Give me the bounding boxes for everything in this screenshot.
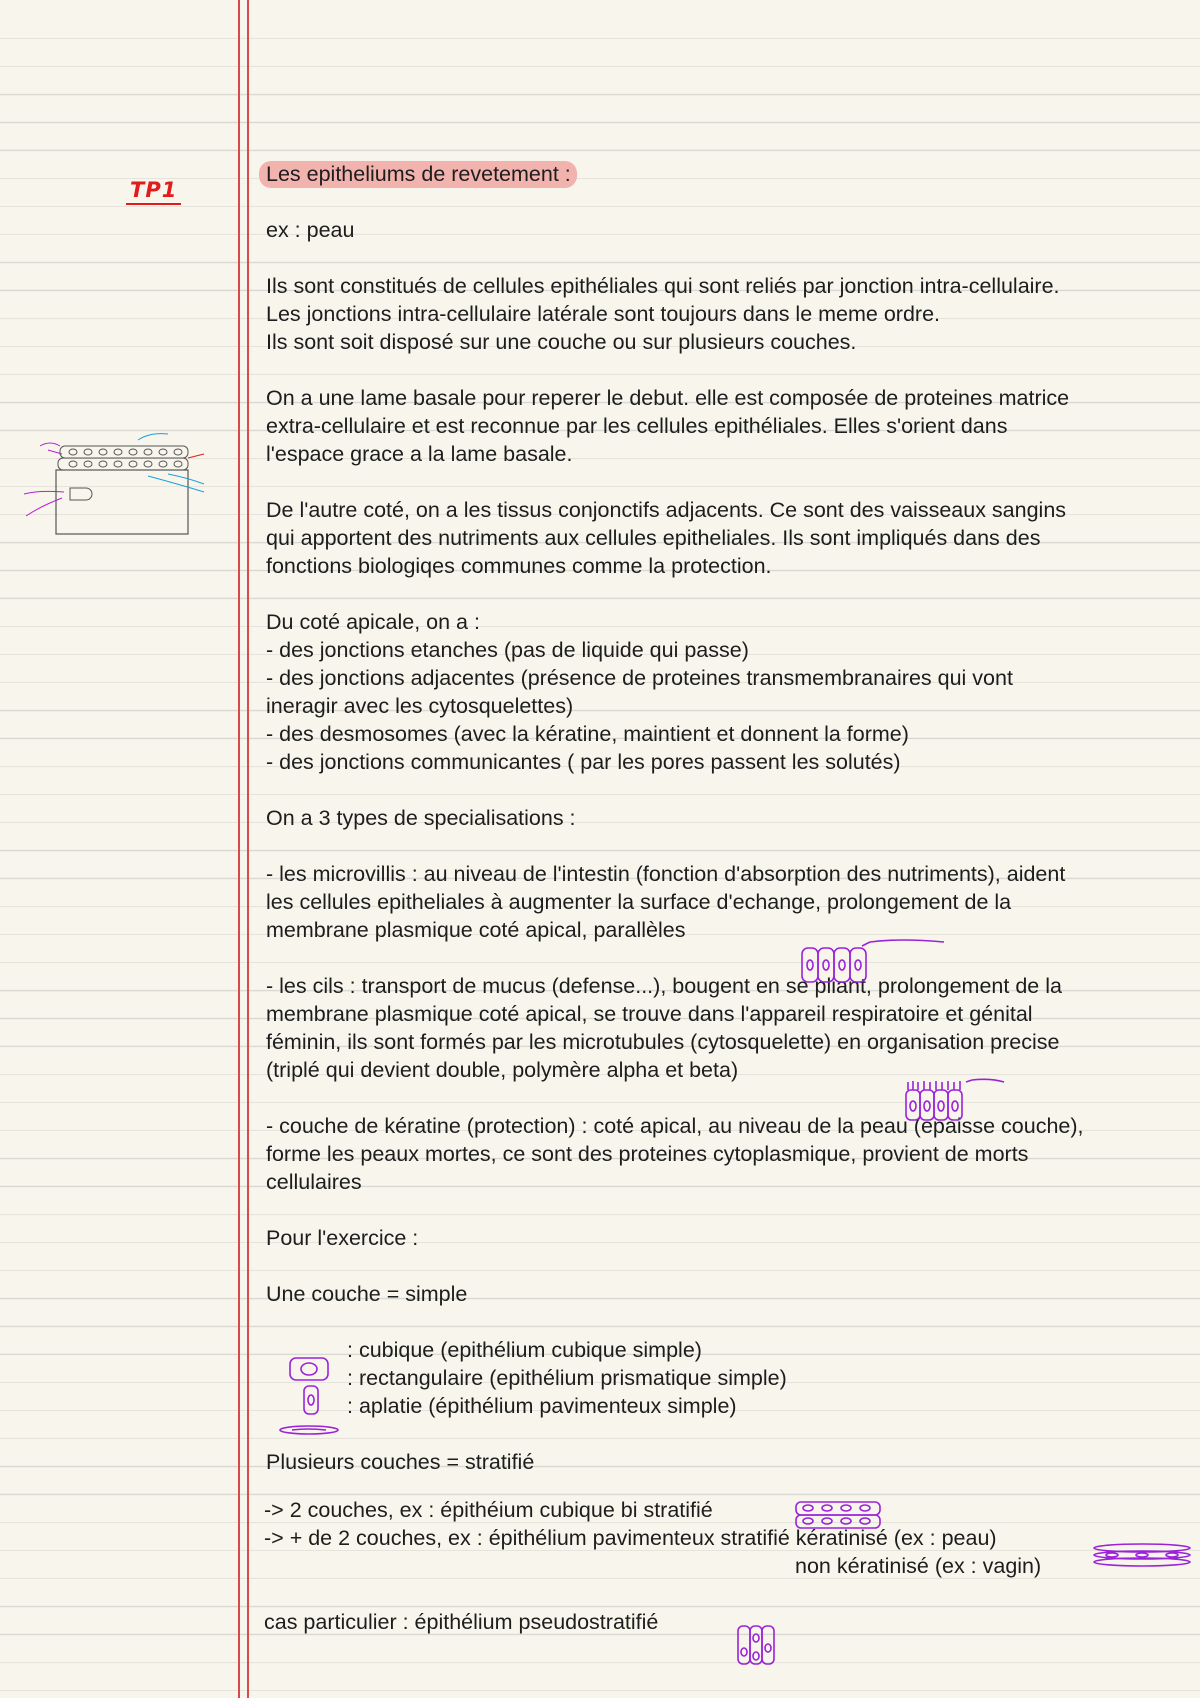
note-line: Les jonctions intra-cellulaire latérale sont toujours dans le meme ordre. [266,302,941,326]
note-line: : cubique (epithélium cubique simple) [347,1338,702,1362]
note-line: : rectangulaire (epithélium prismatique simple) [347,1366,787,1390]
note-line: qui apportent des nutriments aux cellules epitheliales. Ils sont impliqués dans des [266,526,1041,550]
note-line: - des desmosomes (avec la kératine, maintient et donnent la forme) [266,722,909,746]
cilia-sketch [904,1078,1014,1124]
note-line: On a une lame basale pour reperer le debut. elle est composée de proteines matrice [266,386,1070,410]
note-line: - des jonctions etanches (pas de liquide qui passe) [266,638,749,662]
note-line: : aplatie (épithélium pavimenteux simple) [347,1394,737,1418]
note-line: cellulaires [266,1170,362,1194]
note-line: Une couche = simple [266,1282,468,1306]
note-line: fonctions biologiqes communes comme la protection. [266,554,772,578]
margin-line [238,0,240,1698]
note-line: Ils sont soit disposé sur une couche ou sur plusieurs couches. [266,330,857,354]
note-line: l'espace grace a la lame basale. [266,442,573,466]
note-line: - couche de kératine (protection) : coté apical, au niveau de la peau (epaisse couche), [266,1114,1084,1138]
tp-label: TP1 [126,178,181,205]
pseudostratified-sketch [736,1624,780,1668]
note-line: les cellules epitheliales à augmenter la surface d'echange, prolongement de la [266,890,1012,914]
note-line: - les microvillis : au niveau de l'intestin (fonction d'absorption des nutriments), aident [266,862,1066,886]
note-line: De l'autre coté, on a les tissus conjonctifs adjacents. Ce sont des vaisseaux sangins [266,498,1067,522]
note-line: forme les peaux mortes, ce sont des proteines cytoplasmique, provient de morts [266,1142,1029,1166]
note-line: (triplé qui devient double, polymère alpha et beta) [266,1058,739,1082]
note-line: Plusieurs couches = stratifié [266,1450,535,1474]
note-line: - les cils : transport de mucus (defense...), bougent en se pliant, prolongement de la [266,974,1062,998]
note-line: cas particulier : épithélium pseudostratifié [264,1610,659,1634]
note-line: non kératinisé (ex : vagin) [795,1554,1042,1578]
note-line: Pour l'exercice : [266,1226,419,1250]
note-line: On a 3 types de specialisations : [266,806,576,830]
note-line: féminin, ils sont formés par les microtubules (cytosquelette) en organisation precise [266,1030,1060,1054]
note-line: - des jonctions communicantes ( par les pores passent les solutés) [266,750,901,774]
note-line: - des jonctions adjacentes (présence de proteines transmembranaires qui vont [266,666,1013,690]
note-line: membrane plasmique coté apical, se trouve dans l'appareil respiratoire et génital [266,1002,1033,1026]
section-heading [266,160,577,188]
flat-cell-sketch [278,1422,342,1438]
note-line: ex : peau [266,218,355,242]
microvilli-sketch [800,938,950,988]
note-line: Ils sont constitués de cellules epithéliales qui sont reliés par jonction intra-cellulaire. [266,274,1060,298]
note-line: ineragir avec les cytosquelettes) [266,694,574,718]
cubic-cell-sketch [288,1356,332,1384]
stratified-pavement-sketch [1092,1542,1196,1568]
note-line: -> 2 couches, ex : épithéium cubique bi stratifié [264,1498,713,1522]
prismatic-cell-sketch [302,1384,322,1418]
note-line: Du coté apicale, on a : [266,610,480,634]
note-line: -> + de 2 couches, ex : épithélium pavimenteux stratifié kératinisé (ex : peau) [264,1526,997,1550]
note-line: membrane plasmique coté apical, parallèles [266,918,686,942]
epithelium-sketch [18,428,228,538]
margin-line [247,0,249,1698]
note-line: extra-cellulaire et est reconnue par les cellules epithéliales. Elles s'orient dans [266,414,1008,438]
heading-highlight: Les epitheliums de revetement : [259,161,577,188]
bistratified-sketch [794,1500,884,1530]
